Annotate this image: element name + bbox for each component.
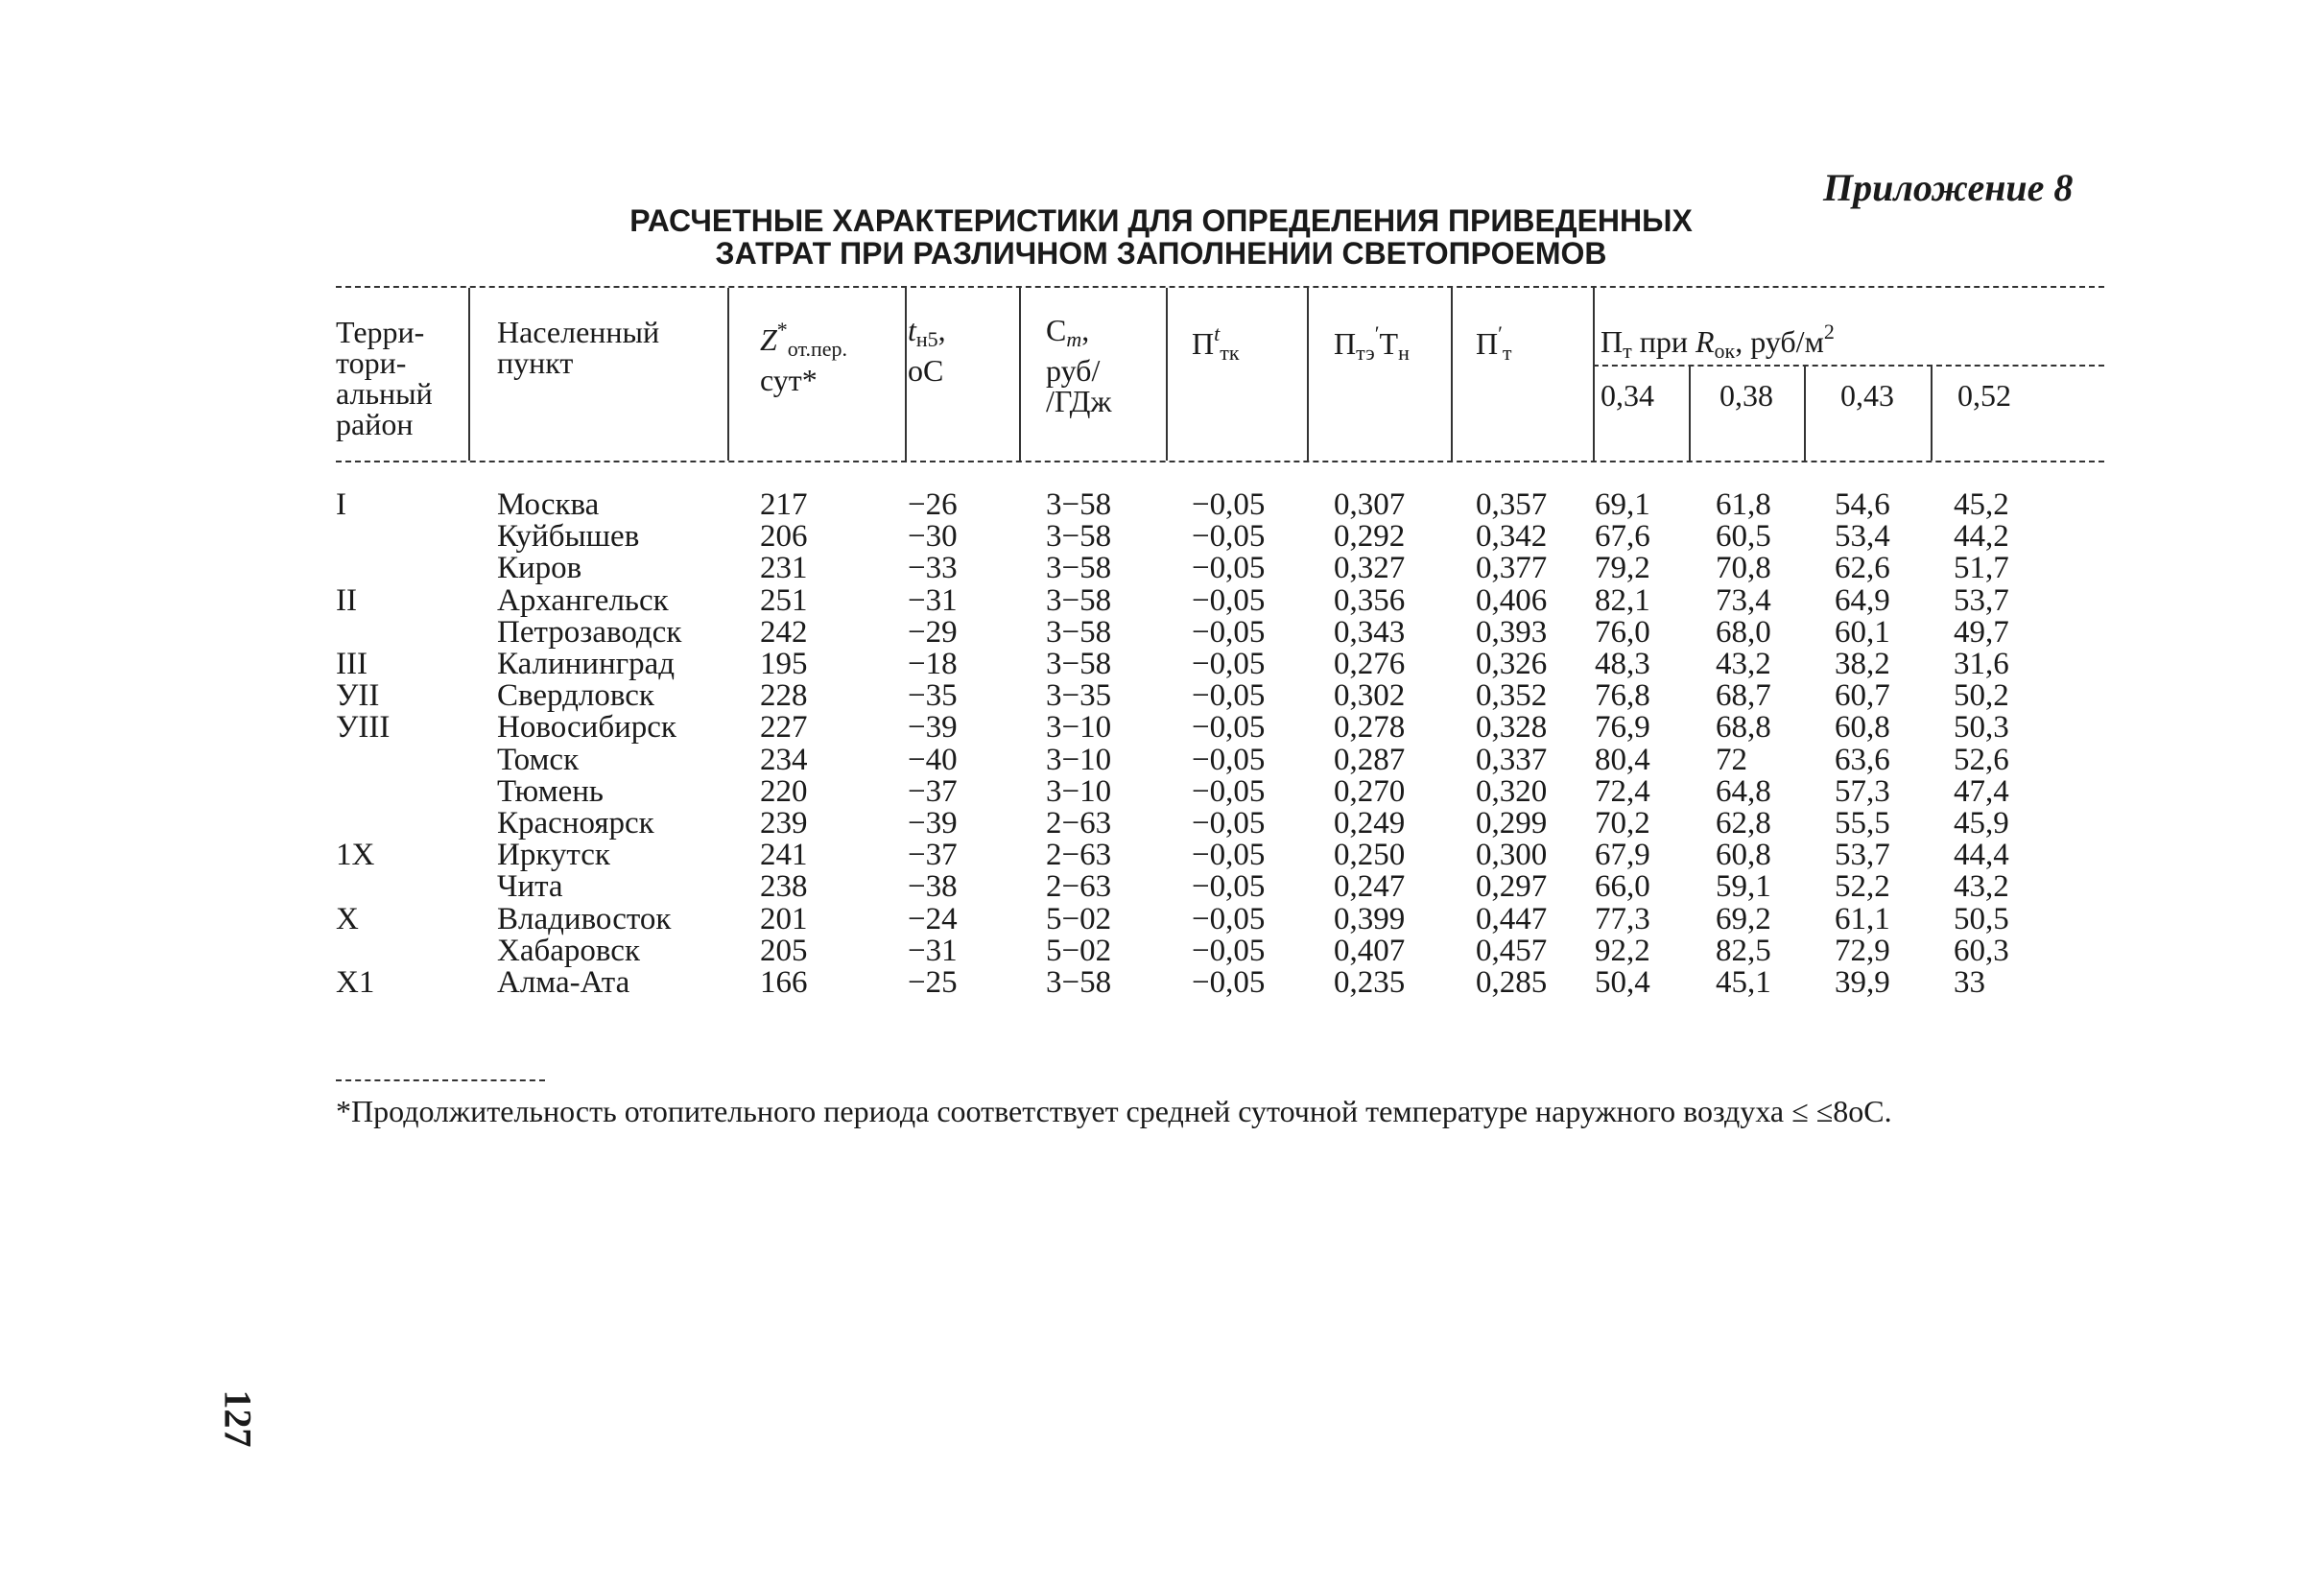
cell-heating-days: 231 xyxy=(760,551,808,586)
cell-region: X xyxy=(336,901,359,936)
cell-pt-r034: 77,3 xyxy=(1595,901,1650,936)
cell-city: Тюмень xyxy=(497,773,604,809)
cell-ptk: −0,05 xyxy=(1192,773,1266,809)
cell-pt: 0,328 xyxy=(1476,710,1548,746)
cell-heating-days: 239 xyxy=(760,806,808,841)
cell-ptete: 0,327 xyxy=(1334,551,1406,586)
cell-pt-r034: 76,8 xyxy=(1595,678,1650,714)
cell-heating-days: 205 xyxy=(760,933,808,968)
cell-pt: 0,320 xyxy=(1476,773,1548,809)
cell-ptk: −0,05 xyxy=(1192,519,1266,555)
cell-city: Владивосток xyxy=(497,901,672,936)
cell-pt: 0,406 xyxy=(1476,582,1548,618)
cell-pt-r034: 48,3 xyxy=(1595,647,1650,681)
cell-ptk: −0,05 xyxy=(1192,933,1266,968)
cell-pt-r043: 38,2 xyxy=(1835,647,1890,681)
cell-ptk: −0,05 xyxy=(1192,869,1266,905)
cell-temperature: −35 xyxy=(908,678,958,714)
cell-pt: 0,357 xyxy=(1476,487,1548,522)
cell-temperature: −30 xyxy=(908,519,958,555)
cell-ptk: −0,05 xyxy=(1192,965,1266,1000)
cell-ptk: −0,05 xyxy=(1192,742,1266,777)
cell-city: Иркутск xyxy=(497,838,610,873)
cell-temperature: −33 xyxy=(908,551,958,586)
cell-pt-r034: 50,4 xyxy=(1595,965,1650,1000)
cell-pt-r052: 49,7 xyxy=(1954,614,2009,650)
cell-pt-r043: 60,7 xyxy=(1835,678,1890,714)
cell-temperature: −39 xyxy=(908,806,958,841)
cell-pt-r038: 72 xyxy=(1716,742,1747,777)
cell-pt: 0,393 xyxy=(1476,614,1548,650)
header-city: Населенный пункт xyxy=(497,315,660,380)
cell-pt-r043: 64,9 xyxy=(1835,582,1890,618)
cell-pt-r038: 68,7 xyxy=(1716,678,1771,714)
cell-ptk: −0,05 xyxy=(1192,614,1266,650)
header-heating-days: Z*от.пер. сут* xyxy=(760,318,848,397)
cell-heat-cost: 3−10 xyxy=(1046,710,1112,746)
cell-heating-days: 238 xyxy=(760,869,808,905)
cell-temperature: −18 xyxy=(908,647,958,681)
cell-temperature: −39 xyxy=(908,710,958,746)
cell-pt-r052: 44,4 xyxy=(1954,838,2009,873)
cell-city: Калининград xyxy=(497,647,676,681)
cell-ptete: 0,249 xyxy=(1334,806,1406,841)
cell-ptk: −0,05 xyxy=(1192,710,1266,746)
cell-pt: 0,447 xyxy=(1476,901,1548,936)
cell-pt-r052: 60,3 xyxy=(1954,933,2009,968)
cell-pt-r052: 45,2 xyxy=(1954,487,2009,522)
cell-ptete: 0,276 xyxy=(1334,647,1406,681)
cell-ptete: 0,247 xyxy=(1334,869,1406,905)
cell-pt-r043: 57,3 xyxy=(1835,773,1890,809)
header-r-043: 0,43 xyxy=(1840,378,1894,413)
cell-pt-r038: 45,1 xyxy=(1716,965,1771,1000)
header-r-034: 0,34 xyxy=(1601,378,1654,413)
cell-ptete: 0,399 xyxy=(1334,901,1406,936)
cell-ptete: 0,356 xyxy=(1334,582,1406,618)
cell-pt-r034: 76,0 xyxy=(1595,614,1650,650)
cell-pt-r043: 55,5 xyxy=(1835,806,1890,841)
cell-pt-r034: 79,2 xyxy=(1595,551,1650,586)
cell-heating-days: 241 xyxy=(760,838,808,873)
column-divider xyxy=(1166,288,1168,461)
cell-heat-cost: 3−58 xyxy=(1046,647,1112,681)
cell-pt-r043: 61,1 xyxy=(1835,901,1890,936)
cell-ptk: −0,05 xyxy=(1192,678,1266,714)
header-ptk: $П^tтк$ xyxy=(1192,321,1240,365)
cell-pt-r034: 92,2 xyxy=(1595,933,1650,968)
column-divider xyxy=(1931,365,1933,461)
header-region: Терри- тори- альный район xyxy=(336,315,433,441)
cell-pt-r038: 43,2 xyxy=(1716,647,1771,681)
cell-ptk: −0,05 xyxy=(1192,582,1266,618)
cell-pt-r043: 54,6 xyxy=(1835,487,1890,522)
header-r-038: 0,38 xyxy=(1719,378,1773,413)
header-pt: П′т xyxy=(1476,321,1512,365)
cell-pt: 0,300 xyxy=(1476,838,1548,873)
cell-city: Хабаровск xyxy=(497,933,640,968)
cell-ptete: 0,407 xyxy=(1334,933,1406,968)
column-divider xyxy=(1307,288,1309,461)
column-divider xyxy=(1593,288,1595,461)
cell-heat-cost: 2−63 xyxy=(1046,869,1112,905)
cell-temperature: −31 xyxy=(908,933,958,968)
table-title-line-1: РАСЧЕТНЫЕ ХАРАКТЕРИСТИКИ ДЛЯ ОПРЕДЕЛЕНИЯ ПРИВЕДЕННЫХ xyxy=(629,203,1693,238)
column-divider xyxy=(1689,365,1691,461)
header-heat-cost: Cm, руб/ /ГДж xyxy=(1046,313,1112,418)
cell-pt: 0,342 xyxy=(1476,519,1548,555)
cell-heat-cost: 3−10 xyxy=(1046,773,1112,809)
cell-ptete: 0,292 xyxy=(1334,519,1406,555)
cell-ptk: −0,05 xyxy=(1192,806,1266,841)
cell-heating-days: 220 xyxy=(760,773,808,809)
cell-pt-r038: 70,8 xyxy=(1716,551,1771,586)
cell-ptk: −0,05 xyxy=(1192,838,1266,873)
header-bottom-rule xyxy=(336,461,2104,462)
cell-city: Киров xyxy=(497,551,582,586)
cell-pt-r034: 70,2 xyxy=(1595,806,1650,841)
cell-pt-r052: 43,2 xyxy=(1954,869,2009,905)
footnote: *Продолжительность отопительного периода соответствует средней суточной температуре наружного воздуха ≤ ≤8оС. xyxy=(336,1094,1892,1128)
cell-pt-r038: 68,8 xyxy=(1716,710,1771,746)
header-group-pt-rok: Пт при Rок, руб/$м^2$ xyxy=(1601,320,1835,363)
cell-city: Архангельск xyxy=(497,582,669,618)
cell-heating-days: 227 xyxy=(760,710,808,746)
cell-ptk: −0,05 xyxy=(1192,901,1266,936)
cell-region: УIII xyxy=(336,710,391,746)
cell-temperature: −26 xyxy=(908,487,958,522)
cell-ptete: 0,250 xyxy=(1334,838,1406,873)
cell-pt-r038: 61,8 xyxy=(1716,487,1771,522)
cell-pt-r038: 64,8 xyxy=(1716,773,1771,809)
column-divider xyxy=(727,288,729,461)
cell-city: Петрозаводск xyxy=(497,614,682,650)
cell-pt-r043: 60,8 xyxy=(1835,710,1890,746)
cell-pt-r052: 31,6 xyxy=(1954,647,2009,681)
cell-heating-days: 195 xyxy=(760,647,808,681)
cell-region: X1 xyxy=(336,965,375,1000)
cell-heat-cost: 3−58 xyxy=(1046,487,1112,522)
cell-heating-days: 242 xyxy=(760,614,808,650)
cell-pt-r043: 53,7 xyxy=(1835,838,1890,873)
cell-heat-cost: 2−63 xyxy=(1046,838,1112,873)
cell-temperature: −31 xyxy=(908,582,958,618)
cell-city: Красноярск xyxy=(497,806,654,841)
cell-pt: 0,299 xyxy=(1476,806,1548,841)
cell-pt-r052: 45,9 xyxy=(1954,806,2009,841)
cell-pt-r034: 69,1 xyxy=(1595,487,1650,522)
cell-heat-cost: 3−35 xyxy=(1046,678,1112,714)
cell-temperature: −29 xyxy=(908,614,958,650)
cell-heat-cost: 2−63 xyxy=(1046,806,1112,841)
cell-city: Томск xyxy=(497,742,580,777)
footnote-rule xyxy=(336,1079,545,1081)
cell-ptete: 0,235 xyxy=(1334,965,1406,1000)
cell-temperature: −40 xyxy=(908,742,958,777)
cell-pt-r043: 60,1 xyxy=(1835,614,1890,650)
cell-city: Чита xyxy=(497,869,563,905)
cell-heating-days: 201 xyxy=(760,901,808,936)
cell-pt-r038: 73,4 xyxy=(1716,582,1771,618)
cell-pt: 0,457 xyxy=(1476,933,1548,968)
cell-pt: 0,285 xyxy=(1476,965,1548,1000)
cell-pt-r038: 60,8 xyxy=(1716,838,1771,873)
cell-heating-days: 206 xyxy=(760,519,808,555)
cell-pt-r038: 60,5 xyxy=(1716,519,1771,555)
cell-pt-r043: 52,2 xyxy=(1835,869,1890,905)
cell-pt: 0,326 xyxy=(1476,647,1548,681)
cell-region: УII xyxy=(336,678,380,714)
cell-region: 1X xyxy=(336,838,375,873)
cell-pt-r052: 50,3 xyxy=(1954,710,2009,746)
cell-pt-r043: 72,9 xyxy=(1835,933,1890,968)
cell-pt-r043: 39,9 xyxy=(1835,965,1890,1000)
cell-pt-r034: 67,6 xyxy=(1595,519,1650,555)
cell-heating-days: 251 xyxy=(760,582,808,618)
appendix-label: Приложение 8 xyxy=(1823,166,2074,209)
cell-pt-r043: 62,6 xyxy=(1835,551,1890,586)
table-title-line-2: ЗАТРАТ ПРИ РАЗЛИЧНОМ ЗАПОЛНЕНИИ СВЕТОПРОЕМОВ xyxy=(715,236,1607,271)
cell-ptk: −0,05 xyxy=(1192,487,1266,522)
cell-pt: 0,352 xyxy=(1476,678,1548,714)
cell-heat-cost: 5−02 xyxy=(1046,901,1112,936)
cell-temperature: −25 xyxy=(908,965,958,1000)
cell-region: III xyxy=(336,647,368,681)
cell-pt-r038: 68,0 xyxy=(1716,614,1771,650)
header-ptete: Птэ′Tн xyxy=(1334,321,1410,365)
cell-heating-days: 217 xyxy=(760,487,808,522)
column-divider xyxy=(468,288,470,461)
cell-heat-cost: 3−58 xyxy=(1046,614,1112,650)
column-divider xyxy=(1451,288,1453,461)
header-r-052: 0,52 xyxy=(1957,378,2011,413)
cell-ptk: −0,05 xyxy=(1192,647,1266,681)
cell-ptete: 0,302 xyxy=(1334,678,1406,714)
cell-pt-r034: 76,9 xyxy=(1595,710,1650,746)
cell-region: I xyxy=(336,487,346,522)
cell-heat-cost: 5−02 xyxy=(1046,933,1112,968)
cell-pt-r052: 50,5 xyxy=(1954,901,2009,936)
cell-city: Новосибирск xyxy=(497,710,676,746)
cell-temperature: −37 xyxy=(908,773,958,809)
cell-region: II xyxy=(336,582,357,618)
cell-pt-r052: 47,4 xyxy=(1954,773,2009,809)
cell-ptete: 0,278 xyxy=(1334,710,1406,746)
cell-heat-cost: 3−10 xyxy=(1046,742,1112,777)
cell-ptk: −0,05 xyxy=(1192,551,1266,586)
cell-pt-r052: 52,6 xyxy=(1954,742,2009,777)
cell-pt-r043: 53,4 xyxy=(1835,519,1890,555)
cell-ptete: 0,343 xyxy=(1334,614,1406,650)
cell-ptete: 0,287 xyxy=(1334,742,1406,777)
page-number: 127 xyxy=(216,1389,260,1448)
cell-heating-days: 234 xyxy=(760,742,808,777)
cell-city: Алма-Ата xyxy=(497,965,630,1000)
cell-pt-r034: 82,1 xyxy=(1595,582,1650,618)
cell-heating-days: 166 xyxy=(760,965,808,1000)
column-divider xyxy=(1804,365,1806,461)
cell-city: Свердловск xyxy=(497,678,654,714)
cell-pt-r034: 66,0 xyxy=(1595,869,1650,905)
cell-pt-r052: 51,7 xyxy=(1954,551,2009,586)
cell-heat-cost: 3−58 xyxy=(1046,965,1112,1000)
cell-heat-cost: 3−58 xyxy=(1046,551,1112,586)
cell-pt-r043: 63,6 xyxy=(1835,742,1890,777)
cell-ptete: 0,270 xyxy=(1334,773,1406,809)
cell-ptete: 0,307 xyxy=(1334,487,1406,522)
cell-pt-r052: 44,2 xyxy=(1954,519,2009,555)
cell-pt-r034: 67,9 xyxy=(1595,838,1650,873)
cell-pt-r038: 69,2 xyxy=(1716,901,1771,936)
cell-temperature: −38 xyxy=(908,869,958,905)
cell-pt-r034: 72,4 xyxy=(1595,773,1650,809)
cell-heat-cost: 3−58 xyxy=(1046,519,1112,555)
cell-pt-r052: 33 xyxy=(1954,965,1985,1000)
cell-city: Куйбышев xyxy=(497,519,640,555)
header-top-rule xyxy=(336,286,2104,288)
cell-pt-r038: 62,8 xyxy=(1716,806,1771,841)
cell-pt-r052: 53,7 xyxy=(1954,582,2009,618)
cell-heat-cost: 3−58 xyxy=(1046,582,1112,618)
cell-temperature: −24 xyxy=(908,901,958,936)
cell-pt-r038: 82,5 xyxy=(1716,933,1771,968)
cell-pt: 0,337 xyxy=(1476,742,1548,777)
cell-temperature: −37 xyxy=(908,838,958,873)
cell-pt-r052: 50,2 xyxy=(1954,678,2009,714)
cell-heating-days: 228 xyxy=(760,678,808,714)
cell-pt: 0,297 xyxy=(1476,869,1548,905)
column-divider xyxy=(1019,288,1021,461)
header-temperature: tн5, оС xyxy=(908,313,946,388)
cell-pt: 0,377 xyxy=(1476,551,1548,586)
cell-city: Москва xyxy=(497,487,600,522)
column-divider xyxy=(905,288,907,461)
cell-pt-r034: 80,4 xyxy=(1595,742,1650,777)
cell-pt-r038: 59,1 xyxy=(1716,869,1771,905)
